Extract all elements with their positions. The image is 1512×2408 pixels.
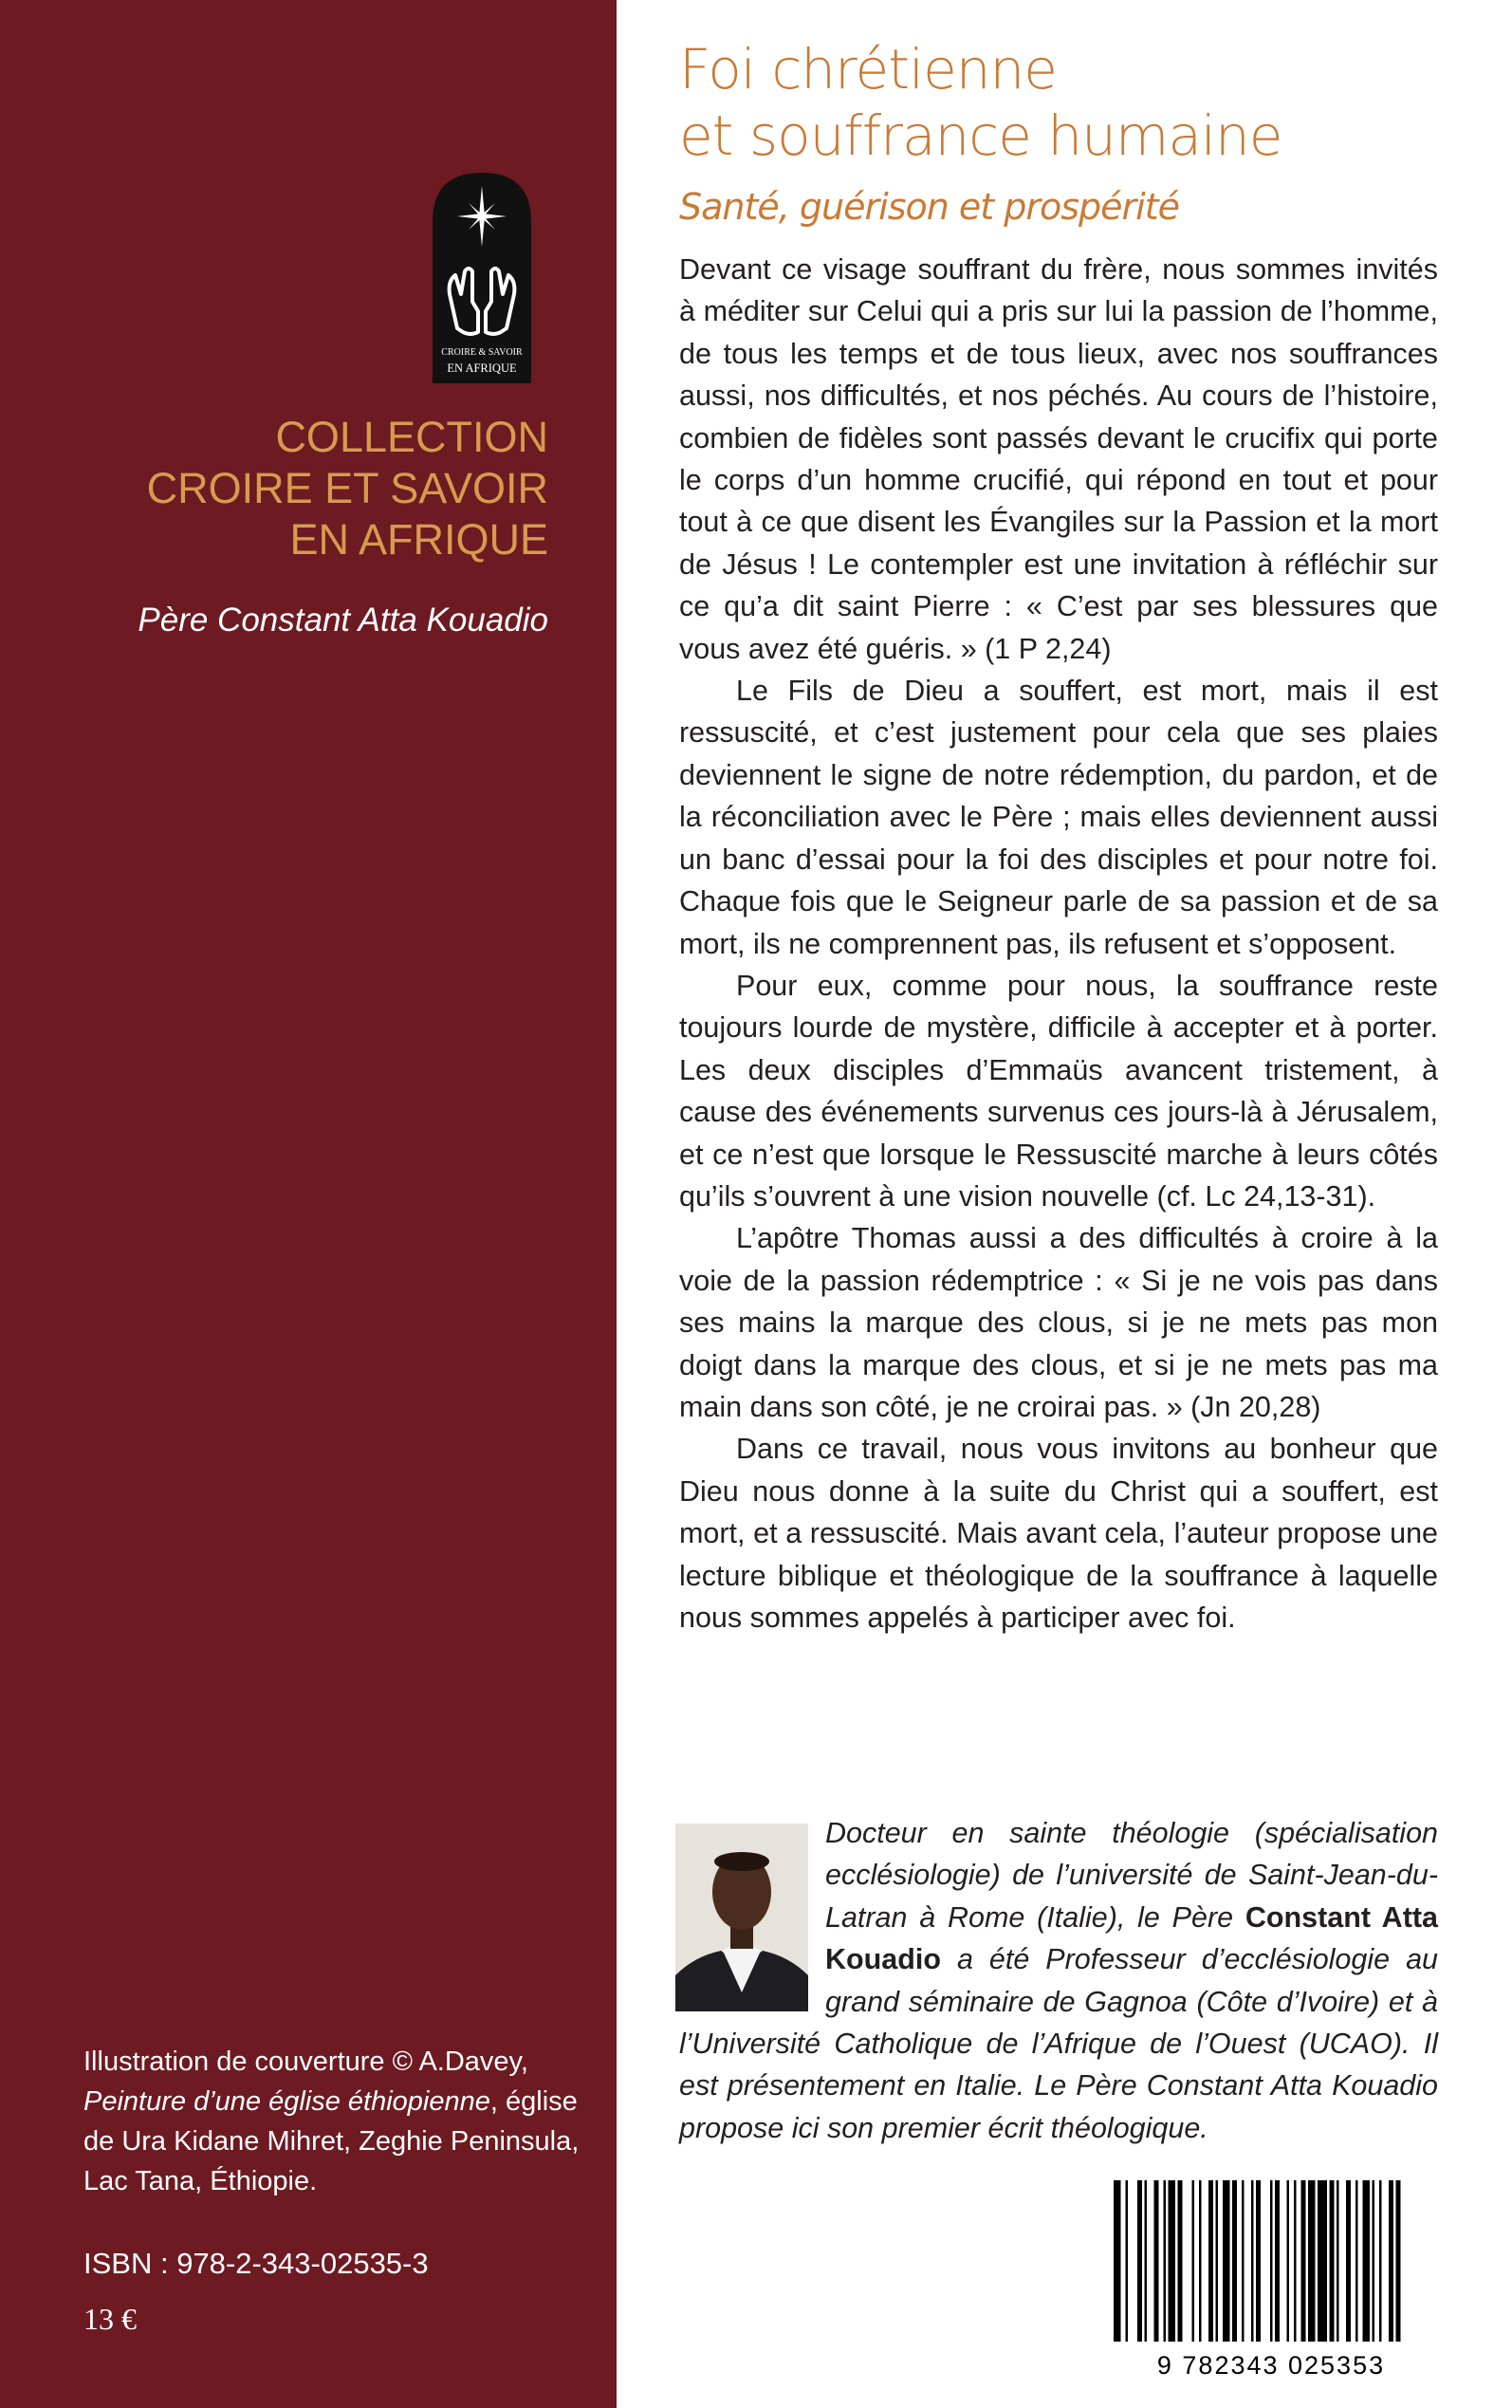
blurb-paragraph: Dans ce travail, nous vous invitons au bonheur que Dieu nous donne à la suite du Christ qui a souffert, est mort, et a ressuscité. Mais avant cela, l’auteur propose une lecture biblique et théologique de la souffrance à laquelle nous sommes appelés à participer avec foi.: [679, 1433, 1438, 1634]
blurb-paragraph: Pour eux, comme pour nous, la souffrance reste toujours lourde de mystère, difficile à accepter et à porter. Les deux disciples d’Emmaüs avancent tristement, à cause des événements survenus ces jours-là à Jérusalem, et ce n’est que lorsque le Ressuscité marche à leurs côtés qu’ils s’ouvrent à une vision nouvelle (cf. Lc 24,13-31).: [679, 969, 1438, 1213]
bio-rest: a été Professeur d’ecclésiologie au grand séminaire de Gagnoa (Côte d’Ivoire) et à l’Université Catholique de l’Afrique de l’Ouest (UCAO). Il est présentement en Italie. Le Père Constant Atta Kouadio propose ici son premier écrit théologique.: [679, 1943, 1438, 2144]
blurb-text: [679, 249, 1438, 1639]
book-title-line: et souffrance humaine: [679, 103, 1282, 168]
back-cover-left-panel: [0, 0, 617, 2408]
barcode-bar: [1337, 2180, 1339, 2342]
isbn-barcode: [1100, 2173, 1442, 2381]
collection-line: COLLECTION: [275, 413, 548, 461]
barcode-bar: [1164, 2180, 1167, 2342]
barcode-bar: [1114, 2180, 1121, 2342]
barcode-bar: [1308, 2180, 1316, 2342]
barcode-bar: [1242, 2180, 1245, 2342]
cover-illustration-credit: [83, 2042, 586, 2201]
barcode-bar: [1294, 2180, 1297, 2342]
author-name: Père Constant Atta Kouadio: [138, 602, 548, 639]
barcode-bar: [1232, 2180, 1237, 2342]
barcode-bar: [1126, 2180, 1129, 2342]
barcode-bar: [1137, 2180, 1142, 2342]
barcode-bar: [1363, 2180, 1371, 2342]
barcode-bar: [1396, 2180, 1401, 2342]
credit-rest: , église de Ura Kidane Mihret, Zeghie Peninsula, Lac Tana, Éthiopie.: [83, 2086, 580, 2196]
barcode-bar: [1208, 2180, 1213, 2342]
barcode-bar: [1154, 2180, 1159, 2342]
bio-author-name: Constant Atta Kouadio: [825, 1900, 1438, 1976]
book-subtitle: Santé, guérison et prospérité: [679, 186, 1180, 228]
blurb-paragraph: Le Fils de Dieu a souffert, est mort, mais il est ressuscité, et c’est justement pour cela que ses plaies deviennent le signe de notre rédemption, du pardon, et de la réconciliation avec le Père ; mais elles deviennent aussi un banc d’essai pour la foi des disciples et pour notre foi. Chaque fois que le Seigneur parle de sa passion et de sa mort, ils ne comprennent pas, ils refusent et s’opposent.: [679, 675, 1438, 960]
barcode-bar: [1287, 2180, 1290, 2342]
barcode-bar: [1330, 2180, 1335, 2342]
collection-line: CROIRE ET SAVOIR: [146, 464, 548, 512]
barcode-bar: [1178, 2180, 1183, 2342]
isbn: ISBN : 978-2-343-02535-3: [83, 2247, 429, 2280]
barcode-bar: [1169, 2180, 1176, 2342]
book-title-line: Foi chrétienne: [679, 37, 1057, 102]
logo-text-line1: CROIRE & SAVOIR: [441, 347, 523, 358]
blurb-paragraph: L’apôtre Thomas aussi a des difficultés à croire à la voie de la passion rédemptrice : « Si je ne vois pas dans ses mains la marque des clous, si je ne mets pas mon doigt dans la marque des clous, et si je ne mets pas ma main dans son côté, je ne croirai pas. » (Jn 20,28): [679, 1222, 1438, 1423]
book-title: [679, 36, 1282, 169]
barcode-bar: [1373, 2180, 1375, 2342]
barcode-bar: [1251, 2180, 1254, 2342]
barcode-bar: [1199, 2180, 1202, 2342]
barcode-digits: 9 782343 025353: [1156, 2351, 1386, 2380]
barcode-bar: [1223, 2180, 1230, 2342]
credit-painting-title: Peinture d’une église éthiopienne: [83, 2086, 490, 2117]
barcode-bar: [1389, 2180, 1393, 2342]
bio-intro: Docteur en sainte théologie (spécialisation ecclésiologie) de l’université de Saint-Jean-du-Latran à Rome (Italie), le Père: [825, 1817, 1438, 1934]
barcode-bar: [1301, 2180, 1306, 2342]
logo-text-line2: EN AFRIQUE: [447, 361, 517, 375]
credit-lead: Illustration de couverture © A.Davey,: [83, 2047, 528, 2077]
collection-name: [17, 412, 548, 565]
collection-line: EN AFRIQUE: [289, 515, 548, 564]
barcode-bar: [1275, 2180, 1280, 2342]
barcode-bar: [1256, 2180, 1261, 2342]
barcode-bar: [1216, 2180, 1219, 2342]
barcode-bar: [1318, 2180, 1327, 2342]
blurb-paragraph: Devant ce visage souffrant du frère, nous sommes invités à méditer sur Celui qui a pris sur lui la passion de l’homme, de tous les temps et de tous lieux, avec nos souffrances aussi, nos difficultés, et nos péchés. Au cours de l’histoire, combien de fidèles sont passés devant le crucifix qui porte le corps d’un homme crucifié, qui répond en tout et pour tout à ce que disent les Évangiles sur la Passion et la mort de Jésus ! Le contempler est une invitation à réfléchir sur ce qu’a dit saint Pierre : « C’est par ses blessures que vous avez été guéris. » (1 P 2,24): [679, 253, 1438, 665]
collection-logo: [429, 169, 535, 385]
barcode-bar: [1379, 2180, 1382, 2342]
barcode-bar: [1346, 2180, 1351, 2342]
author-biography: [679, 1812, 1438, 2149]
barcode-bar: [1192, 2180, 1195, 2342]
barcode-bar: [1270, 2180, 1273, 2342]
barcode-bar: [1145, 2180, 1148, 2342]
barcode-bar: [1355, 2180, 1358, 2342]
price: 13 €: [83, 2302, 137, 2336]
